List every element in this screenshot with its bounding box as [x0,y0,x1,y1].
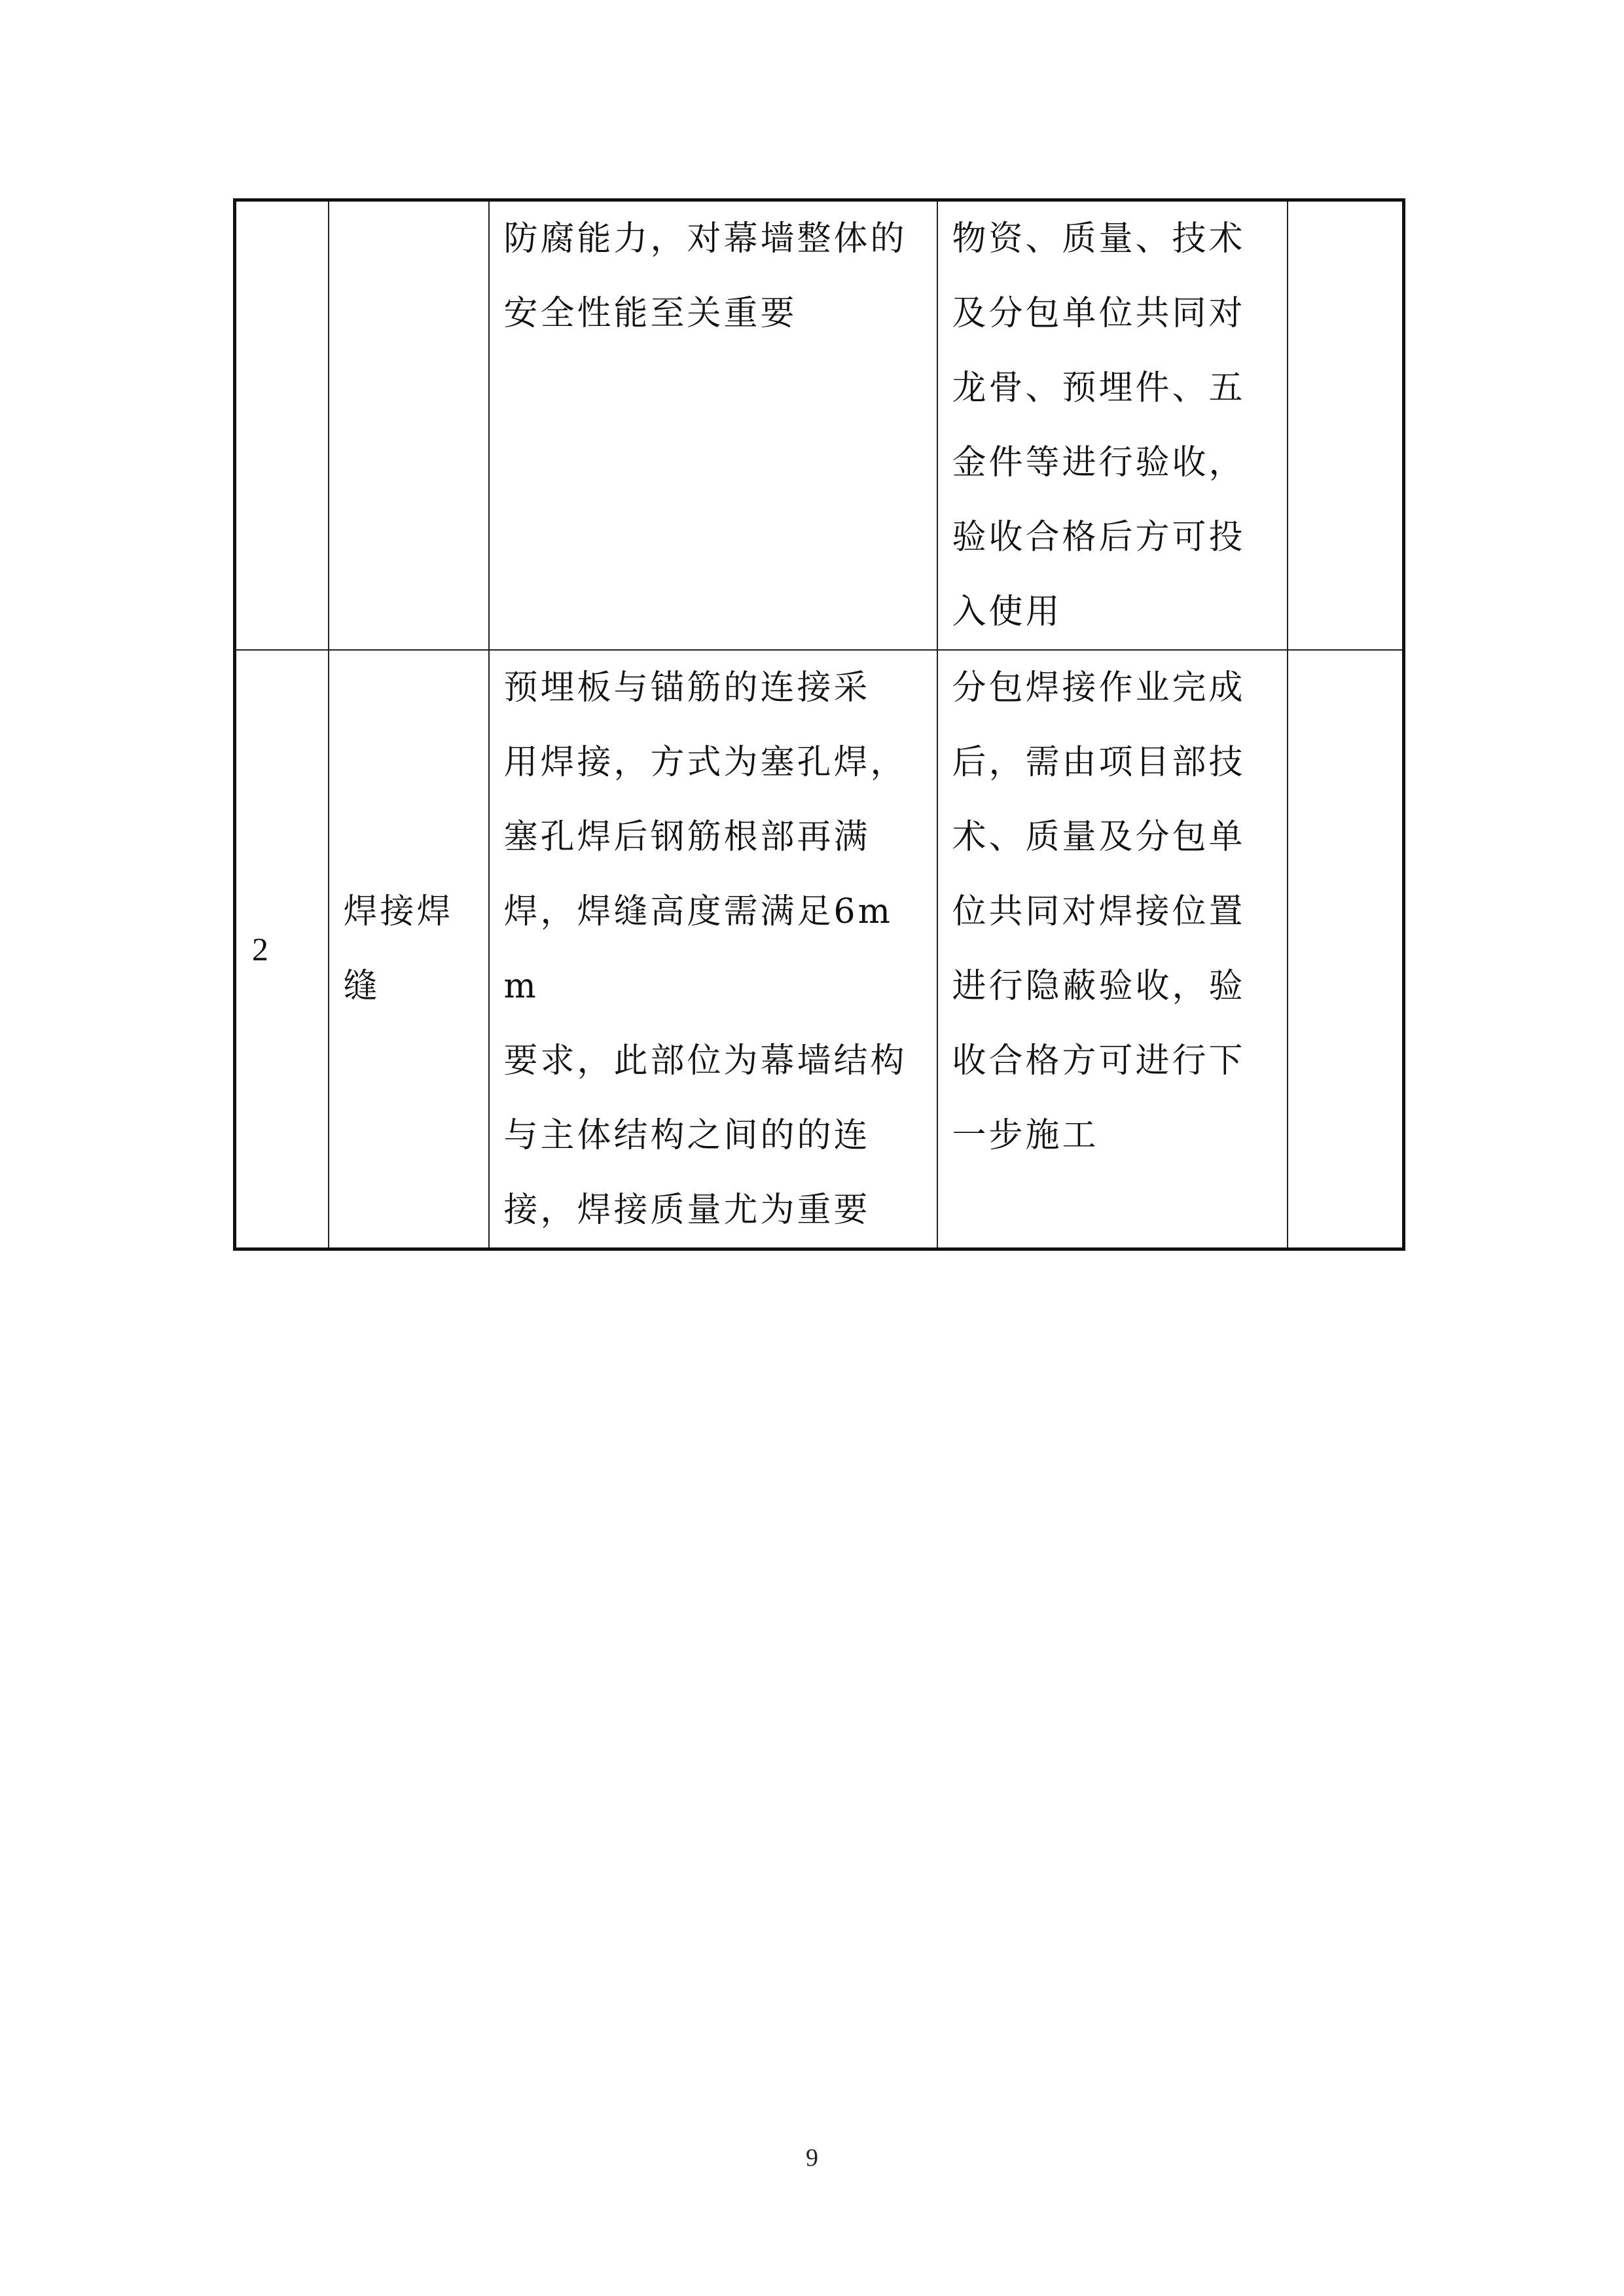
item-name-cell [329,200,489,651]
table-row [235,650,1404,1249]
row-number-cell [235,200,329,651]
inspection-table [233,198,1405,1251]
row-number-cell: 2 [235,650,329,1249]
control-measure-cell: 分包焊接作业完成 后，需由项目部技 术、质量及分包单 位共同对焊接位置 进行隐蔽验收，验 收合格方可进行下 一步施工 [937,650,1288,1249]
remark-cell [1288,650,1404,1249]
remark-cell [1288,200,1404,651]
table-row [235,200,1404,651]
control-measure-cell: 物资、质量、技术 及分包单位共同对 龙骨、预埋件、五 金件等进行验收， 验收合格后方可投 入使用 [937,200,1288,651]
item-name-cell: 焊接焊 缝 [329,650,489,1249]
description-cell: 预埋板与锚筋的连接采 用焊接，方式为塞孔焊， 塞孔焊后钢筋根部再满 焊，焊缝高度需满足6mm 要求，此部位为幕墙结构 与主体结构之间的的连 接，焊接质量尤为重要 [489,650,937,1249]
description-cell: 防腐能力，对幕墙整体的 安全性能至关重要 [489,200,937,651]
page-number: 9 [806,2144,818,2172]
